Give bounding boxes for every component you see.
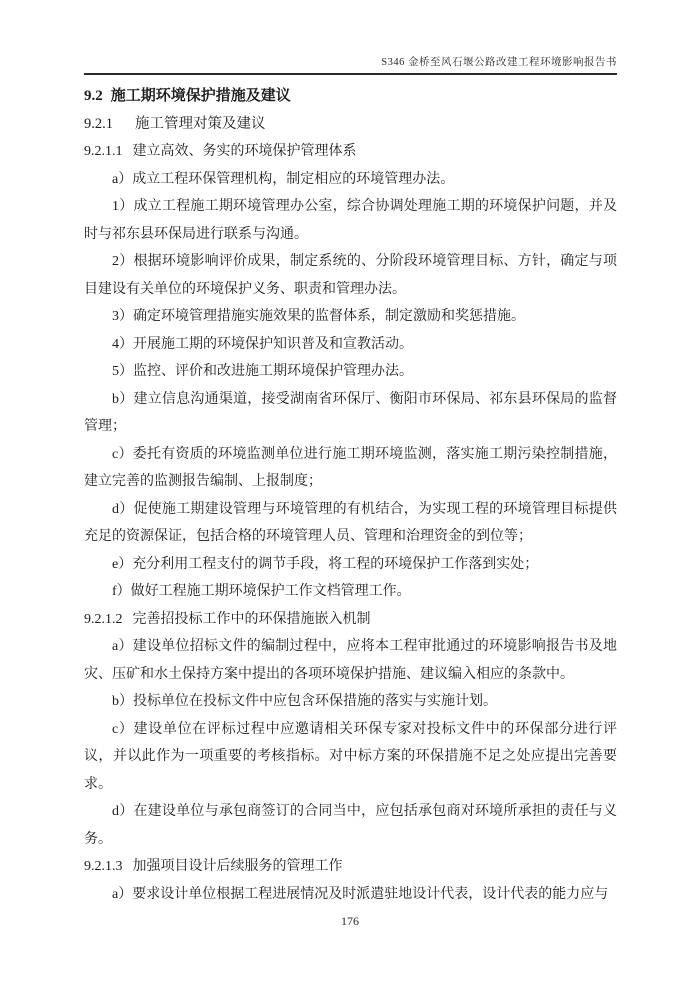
section-heading (84, 111, 617, 139)
heading-text: 建立高效、务实的环境保护管理体系 (132, 144, 357, 159)
section-heading (84, 606, 617, 634)
header-title: S346 金桥至风石堰公路改建工程环境影响报告书 (381, 57, 617, 68)
section-heading (84, 138, 617, 166)
heading-number: 9.2.1 (84, 115, 113, 132)
paragraph: 1）成立工程施工期环境管理办公室，综合协调处理施工期的环境保护问题，并及时与祁东县环保局进行联系与沟通。 (84, 199, 617, 242)
paragraph: d）促使施工期建设管理与环境管理的有机结合，为实现工程的环境管理目标提供充足的资源保证，包括合格的环境管理人员、管理和治理资金的到位等； (84, 501, 617, 544)
paragraph: a）建设单位招标文件的编制过程中，应将本工程审批通过的环境影响报告书及地灾、压矿和水土保持方案中提出的各项环境保护措施、建议编入相应的条款中。 (84, 639, 617, 682)
paragraph: a）成立工程环保管理机构，制定相应的环境管理办法。 (112, 171, 455, 187)
heading-text: 施工管理对策及建议 (135, 115, 266, 132)
section-heading (84, 83, 617, 111)
heading-number: 9.2.1.3 (84, 859, 123, 874)
heading-number: 9.2.1.1 (84, 144, 123, 159)
page-number: 176 (341, 914, 359, 928)
paragraph: a）要求设计单位根据工程进展情况及时派遣驻地设计代表，设计代表的能力应与 (112, 886, 609, 902)
paragraph: 3）确定环境管理措施实施效果的监督体系，制定激励和奖惩措施。 (112, 309, 525, 324)
page-header (84, 55, 617, 75)
page-footer (0, 914, 700, 929)
paragraph: 2）根据环境影响评价成果，制定系统的、分阶段环境管理目标、方针，确定与项目建设有关单位的环境保护义务、职责和管理办法。 (84, 254, 617, 297)
paragraph: 5）监控、评价和改进施工期环境保护管理办法。 (112, 364, 413, 379)
header-rule (84, 73, 617, 75)
paragraph: 4）开展施工期的环境保护知识普及和宣教活动。 (112, 336, 413, 352)
paragraph: f）做好工程施工期环境保护工作文档管理工作。 (112, 584, 411, 599)
paragraph: b）投标单位在投标文件中应包含环保措施的落实与实施计划。 (112, 694, 497, 709)
heading-text: 完善招投标工作中的环保措施嵌入机制 (132, 611, 371, 627)
heading-number: 9.2 (84, 88, 103, 104)
paragraph: e）充分利用工程支付的调节手段，将工程的环境保护工作落到实处； (112, 556, 539, 572)
section-heading (84, 853, 617, 881)
paragraph: c）建设单位在评标过程中应邀请相关环保专家对投标文件中的环保部分进行评议，并以此作为一项重要的考核指标。对中标方案的环保措施不足之处应提出完善要求。 (84, 721, 617, 792)
paragraph: d）在建设单位与承包商签订的合同当中，应包括承包商对环境所承担的责任与义务。 (84, 804, 617, 847)
document-body (84, 83, 617, 908)
paragraph: b）建立信息沟通渠道，接受湖南省环保厅、衡阳市环保局、祁东县环保局的监督管理； (84, 391, 617, 434)
heading-text: 施工期环境保护措施及建议 (110, 88, 291, 104)
paragraph: c）委托有资质的环境监测单位进行施工期环境监测，落实施工期污染控制措施，建立完善的监测报告编制、上报制度； (84, 446, 617, 489)
heading-number: 9.2.1.2 (84, 611, 123, 627)
heading-text: 加强项目设计后续服务的管理工作 (132, 859, 343, 874)
